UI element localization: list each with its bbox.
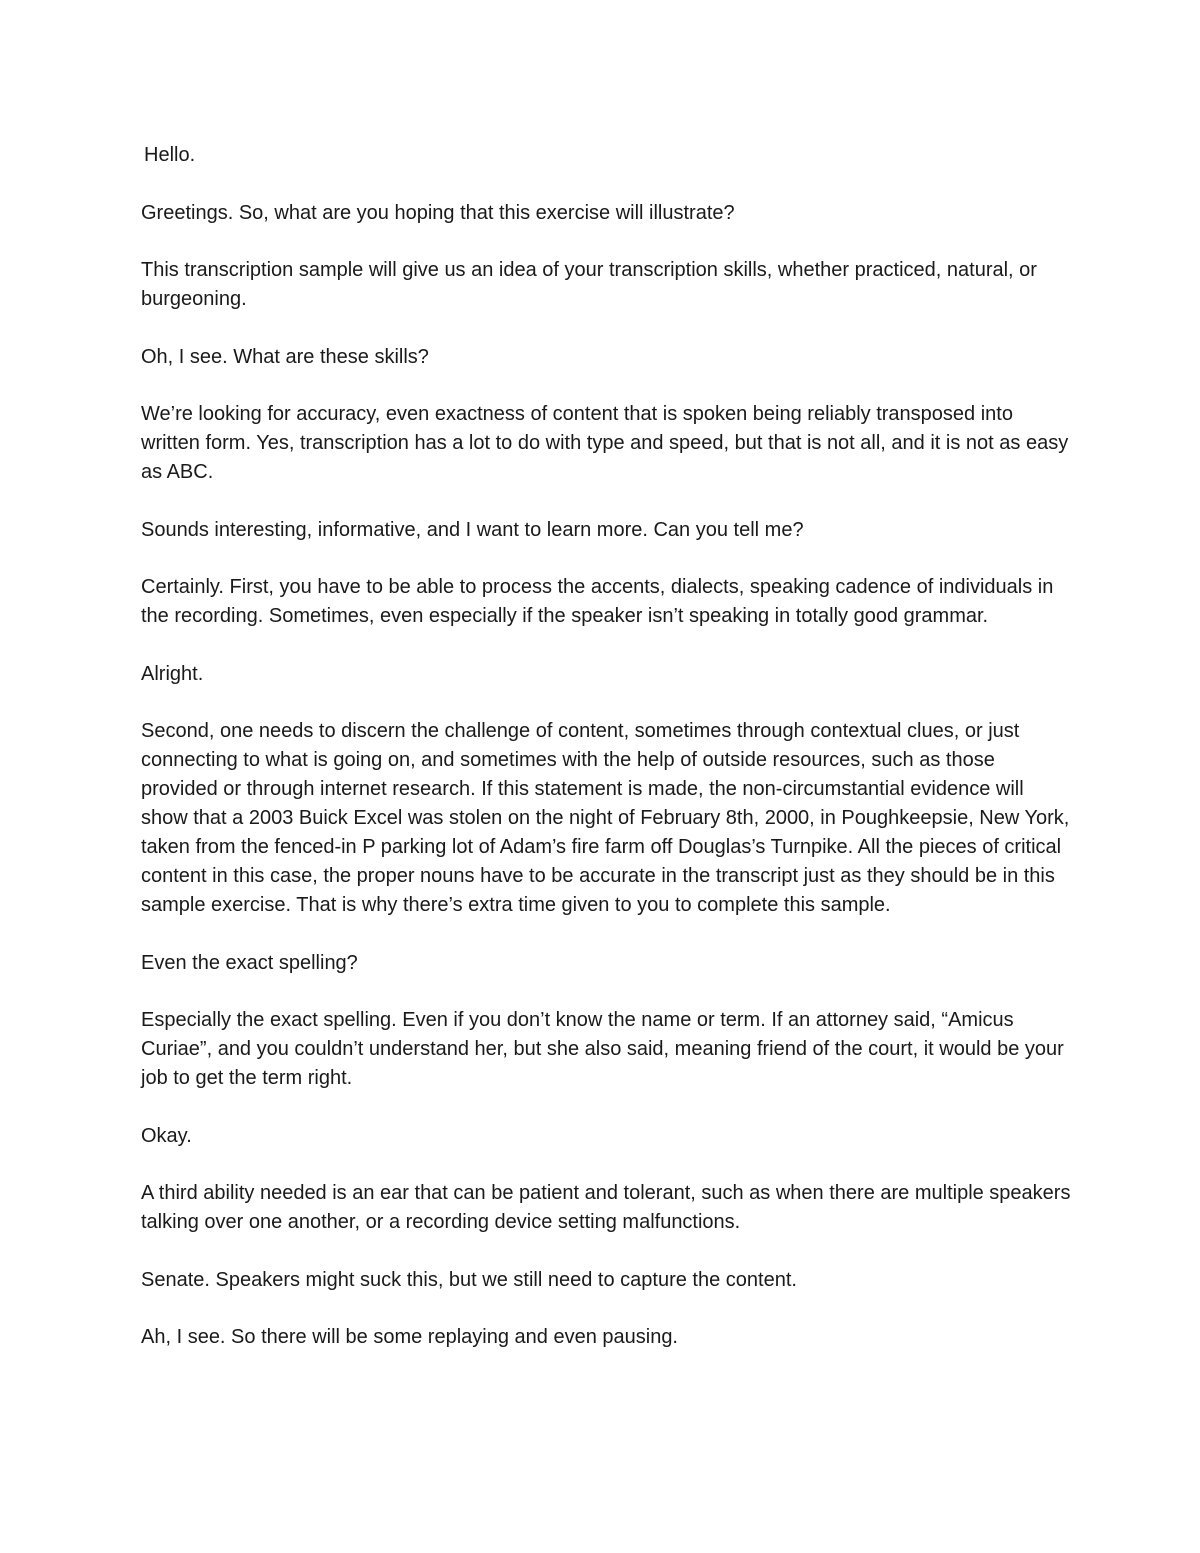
document-body: [141, 141, 1071, 1381]
paragraph: Second, one needs to discern the challenge of content, sometimes through contextual clues, or just connecting to what is going on, and sometimes with the help of outside resources, such as those provided or through internet research. If this statement is made, the non-circumstantial evidence will show that a 2003 Buick Excel was stolen on the night of February 8th, 2000, in Poughkeepsie, New York, taken from the fenced-in P parking lot of Adam’s fire farm off Douglas’s Turnpike. All the pieces of critical content in this case, the proper nouns have to be accurate in the transcript just as they should be in this sample exercise. That is why there’s extra time given to you to complete this sample.: [141, 720, 1070, 916]
paragraph: Certainly. First, you have to be able to process the accents, dialects, speaking cadence of individuals in the recording. Sometimes, even especially if the speaker isn’t speaking in totally good grammar.: [141, 576, 1054, 627]
paragraph: Greetings. So, what are you hoping that this exercise will illustrate?: [141, 201, 735, 224]
paragraph: A third ability needed is an ear that can be patient and tolerant, such as when there are multiple speakers talking over one another, or a recording device setting malfunctions.: [141, 1182, 1071, 1233]
paragraph: Okay.: [141, 1124, 192, 1147]
paragraph: Oh, I see. What are these skills?: [141, 345, 429, 368]
paragraph: Sounds interesting, informative, and I want to learn more. Can you tell me?: [141, 518, 804, 541]
paragraph: We’re looking for accuracy, even exactness of content that is spoken being reliably transposed into written form. Yes, transcription has a lot to do with type and speed, but that is not all, and it is not as easy as ABC.: [141, 403, 1069, 483]
paragraph: Especially the exact spelling. Even if you don’t know the name or term. If an attorney said, “Amicus Curiae”, and you couldn’t understand her, but she also said, meaning friend of the court, it would be your job to get the term right.: [141, 1009, 1064, 1089]
paragraph: Hello.: [144, 144, 196, 166]
paragraph: Alright.: [141, 662, 204, 685]
paragraph: This transcription sample will give us an idea of your transcription skills, whether practiced, natural, or burgeoning.: [141, 259, 1037, 310]
paragraph: Senate. Speakers might suck this, but we still need to capture the content.: [141, 1268, 797, 1291]
paragraph: Even the exact spelling?: [141, 951, 358, 974]
paragraph: Ah, I see. So there will be some replaying and even pausing.: [141, 1326, 678, 1348]
